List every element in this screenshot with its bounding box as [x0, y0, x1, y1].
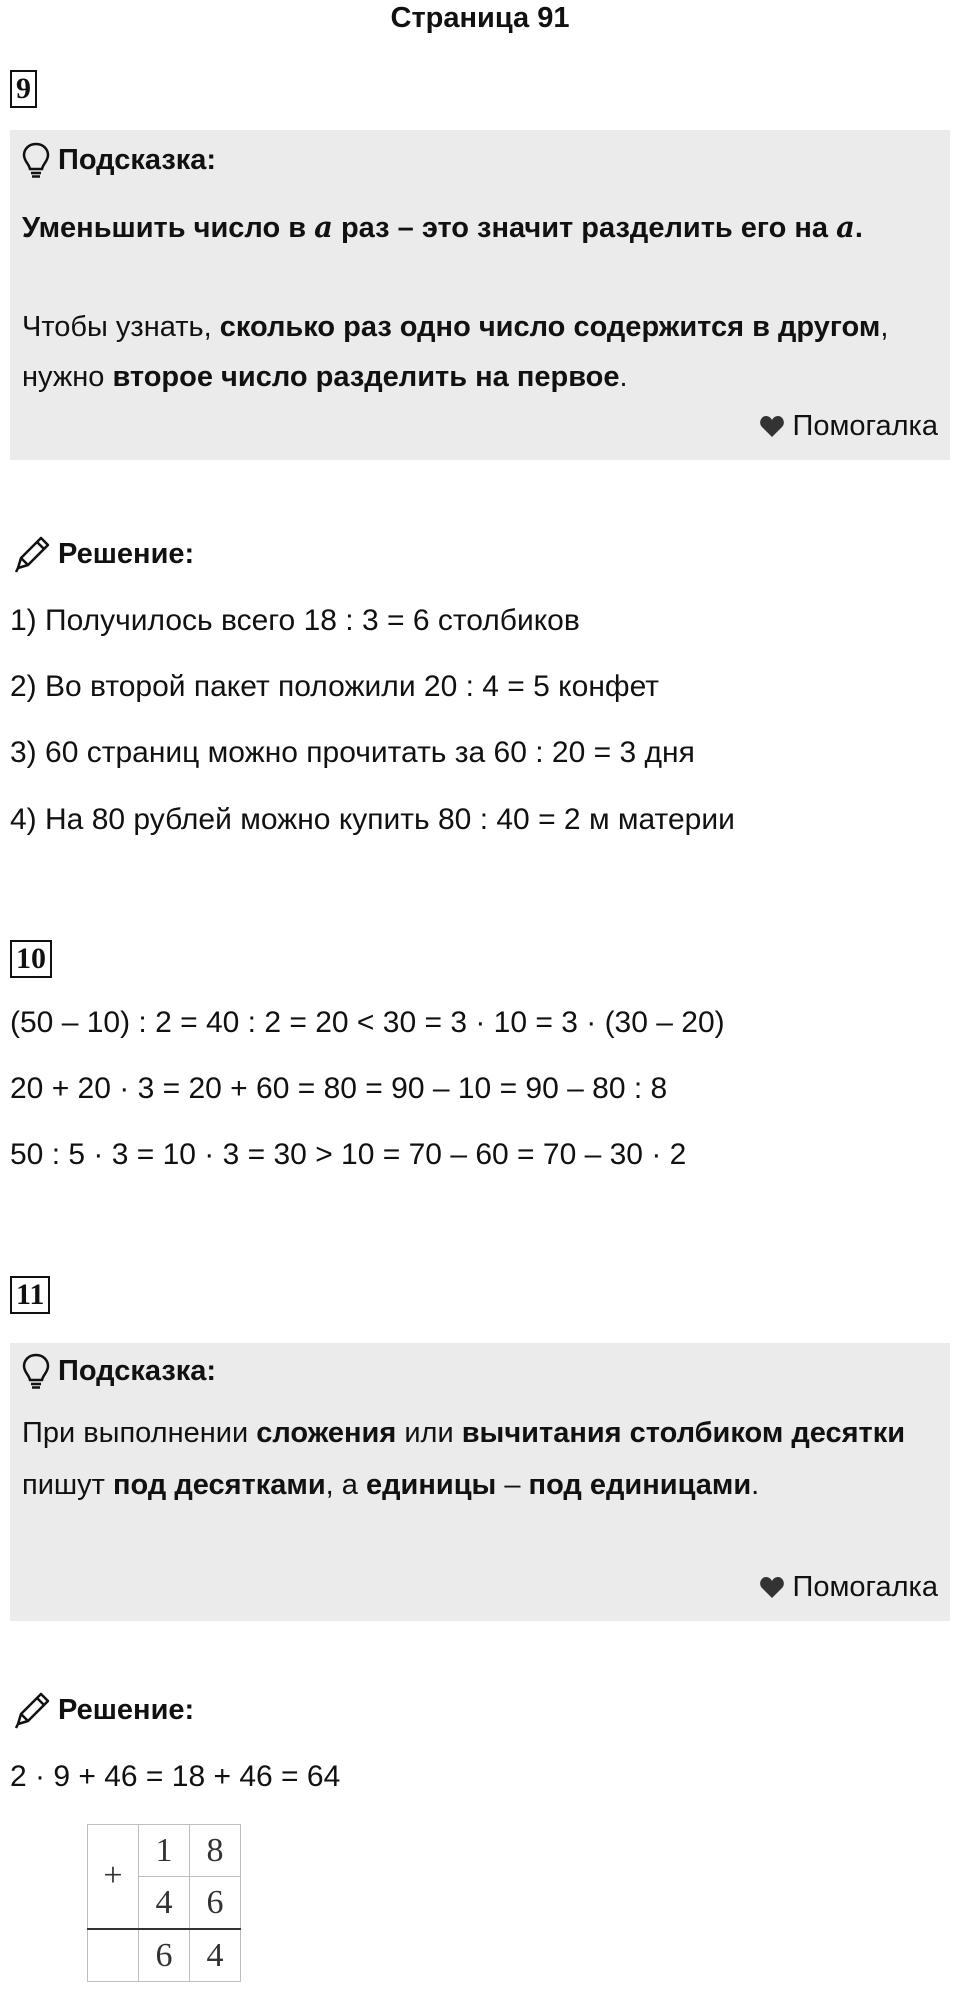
- task-11-solution-header: [12, 1690, 194, 1730]
- task-9-number: 9: [10, 70, 37, 108]
- digit-cell: 1: [139, 1825, 190, 1877]
- pencil-icon: [12, 534, 52, 574]
- credit: [759, 1571, 938, 1604]
- result-digit-cell: 4: [190, 1929, 241, 1982]
- solution-title: Решение:: [58, 1693, 195, 1726]
- task-11-number: 11: [10, 1276, 50, 1314]
- credit-label: Помогалка: [792, 1571, 938, 1603]
- hint-paragraph: Чтобы узнать, сколько раз одно число содержится в другом, нужно второе число разделить на первое.: [22, 311, 889, 393]
- expression-line: (50 – 10) : 2 = 40 : 2 = 20 < 30 = 3 · 10 = 3 · (30 – 20): [10, 1006, 725, 1039]
- column-addition: [87, 1824, 241, 1982]
- page-title: Страница 91: [390, 2, 570, 34]
- lightbulb-icon: [22, 142, 50, 178]
- credit: [759, 410, 938, 443]
- expression-line: 50 : 5 · 3 = 10 · 3 = 30 > 10 = 70 – 60 = 70 – 30 · 2: [10, 1138, 687, 1171]
- task-10-number: 10: [10, 940, 52, 978]
- empty-cell: [88, 1929, 139, 1982]
- result-digit-cell: 6: [139, 1929, 190, 1982]
- task-11-hint-box: [10, 1343, 950, 1621]
- hint-header: [22, 142, 216, 178]
- hint-header: [22, 1353, 216, 1389]
- lightbulb-icon: [22, 1353, 50, 1389]
- operator-sign: +: [88, 1851, 139, 1904]
- task-9-hint-box: [10, 130, 950, 460]
- digit-cell: 8: [190, 1825, 241, 1877]
- solution-line: 3) 60 страниц можно прочитать за 60 : 20 = 3 дня: [10, 736, 695, 769]
- digit-cell: 4: [139, 1877, 190, 1930]
- hint-title: Подсказка:: [58, 143, 217, 176]
- solution-line: 1) Получилось всего 18 : 3 = 6 столбиков: [10, 604, 580, 637]
- pencil-icon: [12, 1690, 52, 1730]
- heart-icon: [759, 1576, 785, 1600]
- expression-line: 2 · 9 + 46 = 18 + 46 = 64: [10, 1760, 341, 1793]
- hint-title: Подсказка:: [58, 1354, 217, 1387]
- expression-line: 20 + 20 · 3 = 20 + 60 = 80 = 90 – 10 = 90 – 80 : 8: [10, 1072, 668, 1105]
- solution-title: Решение:: [58, 537, 195, 570]
- hint-paragraph: При выполнении сложения или вычитания столбиком десятки пишут под десятками, а единицы – под единицами.: [22, 1417, 906, 1501]
- hint-rule: Уменьшить число в a раз – это значит разделить его на a.: [22, 210, 863, 244]
- solution-line: 2) Во второй пакет положили 20 : 4 = 5 конфет: [10, 670, 659, 703]
- credit-label: Помогалка: [792, 410, 938, 442]
- heart-icon: [759, 415, 785, 439]
- digit-cell: 6: [190, 1877, 241, 1930]
- solution-line: 4) На 80 рублей можно купить 80 : 40 = 2 м материи: [10, 803, 735, 836]
- task-9-solution-header: [12, 534, 194, 574]
